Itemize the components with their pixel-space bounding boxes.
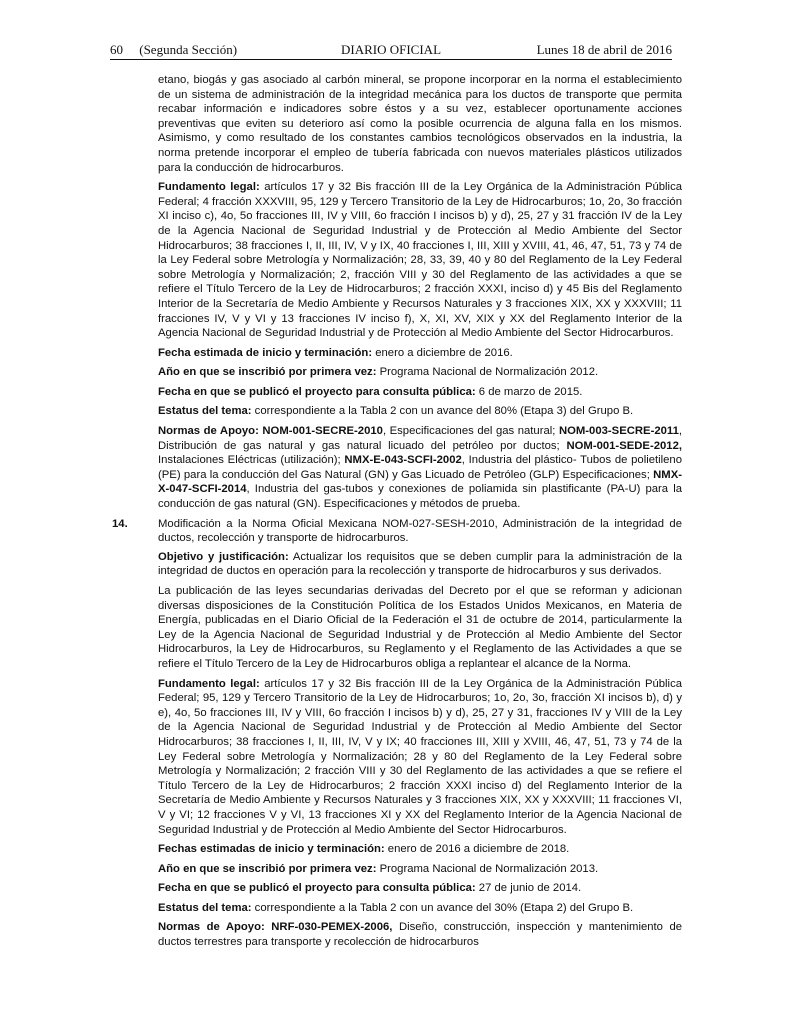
normas-label: Normas de Apoyo: bbox=[158, 921, 265, 934]
item14-title bbox=[112, 517, 682, 546]
item14-estatus bbox=[158, 901, 682, 916]
anio-label: Año en que se inscribió por primera vez: bbox=[158, 366, 377, 379]
norma-text: , Industria del gas-tubos y conexiones de poliamida sin plastificante (PA-U) para la conducción de gas natural (GN). Especificaciones y métodos de prueba. bbox=[158, 483, 682, 511]
estatus-text: correspondiente a la Tabla 2 con un avance del 30% (Etapa 2) del Grupo B. bbox=[251, 901, 634, 914]
norma-code: NOM-001-SEDE-2012, bbox=[566, 439, 682, 452]
publico-label: Fecha en que se publicó el proyecto para consulta pública: bbox=[158, 385, 476, 398]
norma-code: NRF-030-PEMEX-2006, bbox=[264, 921, 393, 934]
header-rule bbox=[110, 59, 672, 60]
fecha-label: Fecha estimada de inicio y terminación: bbox=[158, 346, 373, 359]
item13-fundamento bbox=[158, 180, 682, 341]
objetivo-text: Actualizar los requisitos que se deben cumplir para la administración de la integridad de ductos en operación para la recolección y transporte de hidrocarburos y sus derivados. bbox=[158, 550, 683, 578]
publication-title: DIARIO OFICIAL bbox=[340, 42, 442, 57]
publico-text: 27 de junio de 2014. bbox=[475, 882, 582, 895]
fecha-text: enero a diciembre de 2016. bbox=[372, 346, 513, 359]
publico-text: 6 de marzo de 2015. bbox=[475, 385, 583, 398]
item-number: 14. bbox=[112, 517, 128, 530]
publico-label: Fecha en que se publicó el proyecto para consulta pública: bbox=[158, 882, 476, 895]
norma-code: NMX-E-043-SCFI-2002 bbox=[344, 454, 462, 467]
item13-publico bbox=[158, 385, 682, 400]
norma-text: , Industria del plástico- Tubos de polietileno (PE) para la conducción del Gas Natural (GN) y Gas Licuado de Petróleo (GLP) Especificaciones; bbox=[158, 454, 682, 481]
fundamento-text: artículos 17 y 32 Bis fracción III de la Ley Orgánica de la Administración Pública Federal; 4 fracción XXXVIII, 95, 129 y Tercero Transitorio de la Ley de Hidrocarburos; 1o, 2o, 3o fracción XI inciso c), 4o, 5o fracciones III, IV y VIII, 6o fracción I incisos b) y d), 25, 27 y 31 fracción IV de la Ley de la Agencia Nacional de Seguridad Industrial y de Protección al Medio Ambiente del Sector Hidrocarburos; 38 fracciones I, II, III, IV, V y IX, 40 fracciones I, III, XIII y XVIII, 41, 46, 47, 51, 73 y 74 de la Ley Federal sobre Metrología y Normalización; 28, 33, 39, 40 y 80 del Reglamento de la Ley Federal sobre Metrología y Normalización; 2, fracción VIII y 30 del Reglamento de las actividades a que se refiere el Título Tercero de la Ley de Hidrocarburos; 2 fracción XXXI, inciso d) y 45 Bis del Reglamento Interior de la Secretaría de Medio Ambiente y Recursos Naturales y 3 fracciones XIX, XX y XXXVIII; 11 fracciones IV, V y VI y 13 fracciones IV inciso f), X, XI, XV, XIX y XX del Reglamento Interior de la Agencia Nacional de Seguridad Industrial y de Protección al Medio Ambiente del Sector Hidrocarburos. bbox=[158, 181, 682, 340]
anio-text: Programa Nacional de Normalización 2013. bbox=[376, 862, 599, 875]
norma-code: NMX-X-047-SCFI-2014 bbox=[158, 468, 682, 496]
norma-code: NOM-003-SECRE-2011 bbox=[558, 425, 679, 438]
norma-text: Instalaciones Eléctricas (utilización); bbox=[158, 454, 345, 467]
item14-publicacion: La publicación de las leyes secundarias derivadas del Decreto por el que se reforman y adicionan diversas disposiciones de la Constitución Política de los Estados Unidos Mexicanos, en Materia de Energía, publicadas en el Diario Oficial de la Federación el 31 de octubre de 2014, particularmente la Ley de la Agencia Nacional de Seguridad Industrial y de Protección al Medio Ambiente del Sector Hidrocarburos, la Ley de Hidrocarburos, su Reglamento y el Reglamento de las Actividades a que se refiere el Título Tercero de la Ley de Hidrocarburos obliga a replantear el alcance de la Norma. bbox=[158, 585, 682, 670]
norma-text: , Especificaciones del gas natural; bbox=[382, 425, 559, 438]
estatus-text: correspondiente a la Tabla 2 con un avance del 80% (Etapa 3) del Grupo B. bbox=[251, 405, 634, 418]
page-header bbox=[110, 42, 672, 60]
item14-objetivo bbox=[158, 550, 682, 579]
item14-anio bbox=[158, 862, 682, 877]
norma-text: , Distribución de gas natural y gas natural licuado del petróleo por ductos; bbox=[158, 425, 682, 452]
section-label: (Segunda Sección) bbox=[139, 42, 238, 57]
fechas-label: Fechas estimadas de inicio y terminación: bbox=[158, 843, 385, 856]
norma-text: Diseño, construcción, inspección y mantenimiento de ductos terrestres para transporte y recolección de hidrocarburos bbox=[158, 921, 683, 949]
norma-code: NOM-001-SECRE-2010 bbox=[258, 425, 383, 438]
estatus-label: Estatus del tema: bbox=[158, 901, 252, 914]
fundamento-label: Fundamento legal: bbox=[158, 181, 260, 194]
item14-fechas bbox=[158, 842, 682, 857]
item13-estatus bbox=[158, 404, 682, 419]
objetivo-label: Objetivo y justificación: bbox=[158, 550, 289, 563]
anio-text: Programa Nacional de Normalización 2012. bbox=[376, 366, 599, 379]
page-number: 60 bbox=[110, 42, 123, 57]
item13-anio bbox=[158, 365, 682, 380]
publication-date: Lunes 18 de abril de 2016 bbox=[536, 42, 672, 57]
estatus-label: Estatus del tema: bbox=[158, 405, 252, 418]
item14-normas bbox=[158, 920, 682, 949]
item-title-text: Modificación a la Norma Oficial Mexicana NOM-027-SESH-2010, Administración de la integridad de ductos, recolección y transporte de hidrocarburos. bbox=[158, 517, 682, 545]
document-body bbox=[110, 73, 682, 955]
item14-publico bbox=[158, 881, 682, 896]
fechas-text: enero de 2016 a diciembre de 2018. bbox=[384, 843, 570, 856]
anio-label: Año en que se inscribió por primera vez: bbox=[158, 862, 377, 875]
intro-paragraph: etano, biogás y gas asociado al carbón mineral, se propone incorporar en la norma el establecimiento de un sistema de administración de la integridad mecánica para los ductos de transporte que permita recabar información e indicadores sobre éstos y a su vez, establecer oportunamente acciones preventivas que eviten su deterioro así como la posible ocurrencia de alguna falla en los mismos. Asimismo, y como resultado de los constantes cambios tecnológicos observados en la industria, la norma pretende incorporar el empleo de tubería fabricada con nuevos materiales plásticos utilizados para la conducción de hidrocarburos. bbox=[158, 74, 682, 174]
normas-label: Normas de Apoyo: bbox=[158, 425, 259, 438]
item14-fundamento bbox=[158, 677, 682, 838]
item13-normas bbox=[158, 424, 682, 512]
fundamento-label: Fundamento legal: bbox=[158, 677, 260, 690]
fundamento-text: artículos 17 y 32 Bis fracción III de la Ley Orgánica de la Administración Pública Federal; 95, 129 y Tercero Transitorio de la Ley de Hidrocarburos; 1o, 2o, 3o, fracción XI incisos b), d) y e), 4o, 5o fracciones III, IV y VIII, 6o fracción I incisos b) y d), 25, 27 y 31, fracciones IV y VIII de la Ley de la Agencia Nacional de Seguridad Industrial y de Protección al Medio Ambiente del Sector Hidrocarburos; 38 fracciones I, II, III, IV, V y IX; 40 fracciones III, XIII y XVIII, 46, 47, 51, 73 y 74 de la Ley Federal sobre Metrología y Normalización; 28 y 80 del Reglamento de la Ley Federal sobre Metrología y Normalización; 2 fracción VIII y 30 del Reglamento de las actividades a que se refiere el Título Tercero de la Ley de Hidrocarburos; 2 fracción XXXI inciso d) del Reglamento Interior de la Secretaría de Medio Ambiente y Recursos Naturales y 3 fracciones XIX, XX y XXXVIII; 11 fracciones VI, V y VI; 12 fracciones V y VI, 13 fracciones XI y XX del Reglamento Interior de la Agencia Nacional de Seguridad Industrial y de Protección al Medio Ambiente del Sector Hidrocarburos. bbox=[158, 677, 682, 836]
item13-fecha bbox=[158, 346, 682, 361]
